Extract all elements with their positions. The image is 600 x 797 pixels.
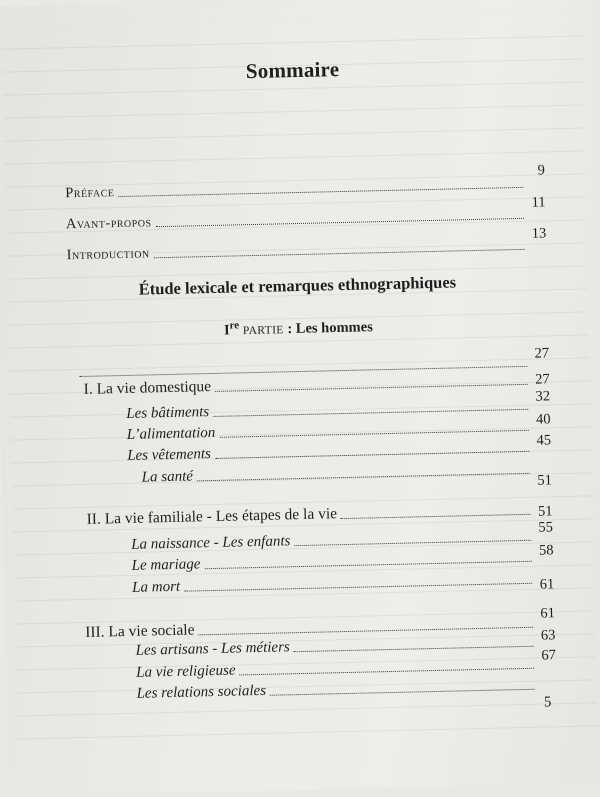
subsection-page: 32 (528, 388, 550, 405)
chapter-label: I. La vie domestique (84, 378, 216, 399)
subsection-page: 58 (531, 542, 553, 559)
dot-leader (341, 513, 531, 519)
page-title: Sommaire (0, 51, 593, 90)
subsection-page: 40 (528, 411, 550, 428)
part-word: PARTIE (243, 324, 284, 337)
subsection-label: La santé (142, 468, 198, 486)
section-title: Étude lexicale et remarques ethnographiques (0, 269, 598, 303)
chapter-page: 61 (533, 605, 555, 622)
subsection-page: 67 (534, 647, 556, 664)
subsection-page: 63 (533, 627, 555, 644)
toc-entry-page: 11 (523, 194, 545, 211)
subsection-label: La mort (132, 579, 184, 597)
chapter-page: 27 (527, 371, 549, 388)
part-name: : Les hommes (287, 319, 373, 337)
subsection-page: 51 (530, 472, 552, 489)
chapter-label: III. La vie sociale (85, 621, 199, 642)
toc-entry-page: 13 (524, 225, 546, 242)
part-page: 27 (527, 345, 549, 362)
subsection-page: 55 (531, 519, 553, 536)
part-ordinal-suffix: re (229, 319, 239, 331)
subsection-page: 61 (532, 576, 554, 593)
subsection-page: 45 (529, 432, 551, 449)
dot-leader (270, 688, 535, 696)
toc-entry-label: Introduction (66, 245, 153, 264)
toc-entry-label: Avant-propos (66, 214, 156, 233)
subsection-label: Les artisans - Les métiers (135, 639, 294, 660)
subsection-label: Le mariage (132, 556, 205, 575)
dot-leader (294, 645, 534, 652)
subsection-label: Les vêtements (127, 446, 215, 465)
part-ordinal: I (224, 322, 230, 338)
subsection-label: L’alimentation (127, 425, 220, 444)
subsection-label: Les bâtiments (126, 404, 213, 423)
subsection-label: Les relations sociales (136, 683, 270, 703)
subsection-label: La vie religieuse (136, 662, 240, 681)
toc-entry-label: Préface (65, 184, 119, 202)
chapter-page: 51 (530, 503, 552, 520)
toc-entry-page: 9 (523, 162, 545, 179)
dot-leader (294, 539, 531, 546)
chapter-label: II. La vie familiale - Les étapes de la vie (86, 505, 341, 529)
page-folio: 5 (544, 694, 552, 711)
subsection-label: La naissance - Les enfants (131, 533, 295, 554)
